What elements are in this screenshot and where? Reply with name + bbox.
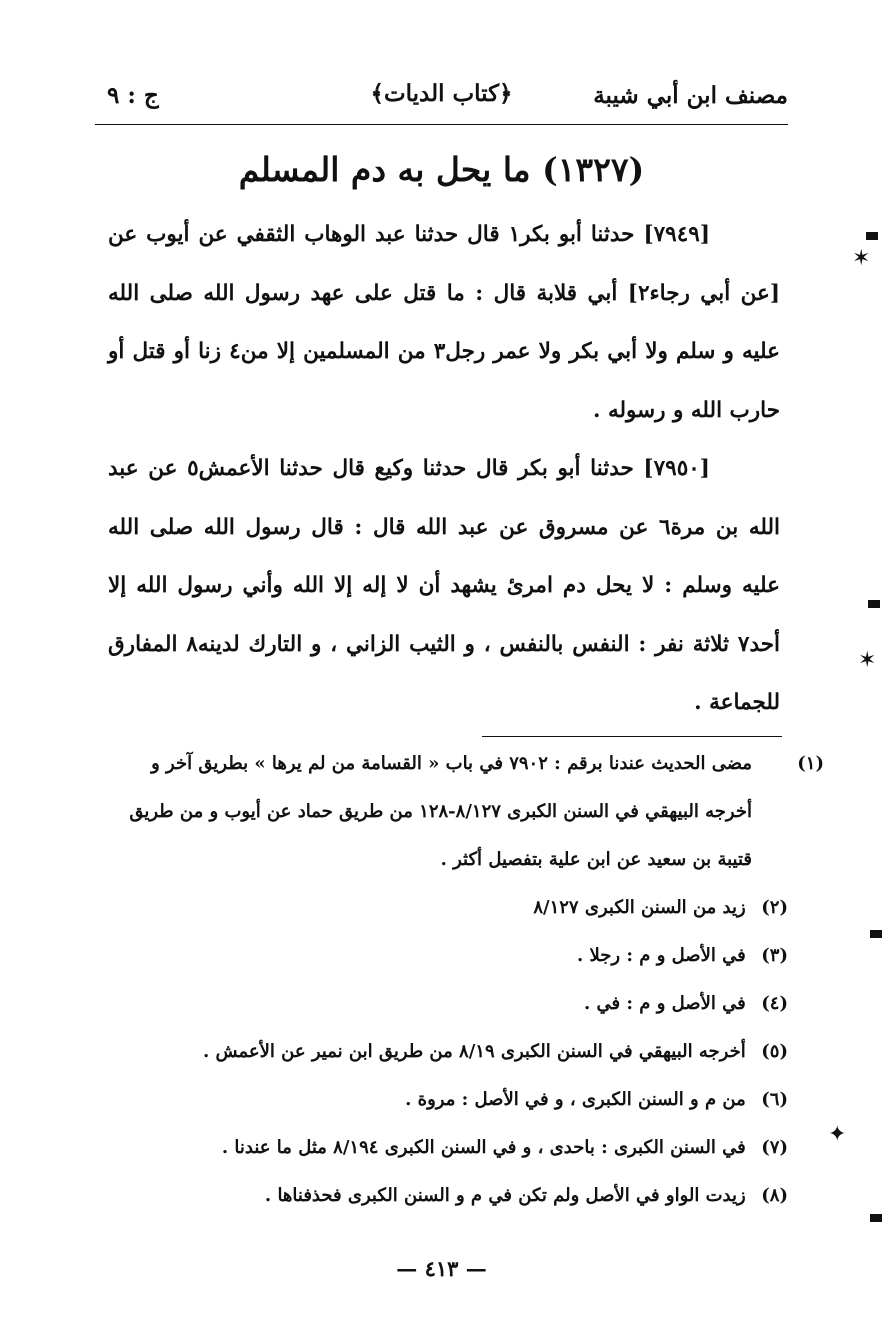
footnote-item [108, 932, 788, 980]
hadith-paragraph: [٧٩٤٩] حدثنا أبو بكر١ قال حدثنا عبد الوهاب الثقفي عن أيوب عن [عن أبي رجاء٢] أبي قلابة قال : ما قتل على عهد رسول الله صلى الله عليه و سلم ولا أبي بكر ولا عمر رجل٣ من المسلمين إلا من٤ زنا أو قتل أو حارب الله و رسوله . [108, 222, 780, 423]
footnote-separator [482, 736, 782, 737]
footnote-item [108, 980, 788, 1028]
margin-mark [866, 232, 878, 240]
footnote-text: من م و السنن الكبرى ، و في الأصل : مروة . [405, 1089, 746, 1110]
volume-number: ج : ٩ [107, 82, 159, 109]
footnote-number: (١) [797, 753, 824, 774]
footnote-text: زيد من السنن الكبرى ٨/١٢٧ [533, 897, 746, 918]
footnote-item [108, 740, 824, 884]
book-title: مصنف ابن أبي شيبة [593, 82, 788, 109]
footnote-number: (٨) [761, 1185, 788, 1206]
footnote-number: (٣) [761, 945, 788, 966]
margin-mark [868, 600, 880, 608]
margin-mark [870, 930, 882, 938]
footnote-number: (٢) [761, 897, 788, 918]
footnote-item [108, 1076, 788, 1124]
footnote-text: في الأصل و م : في . [583, 993, 746, 1014]
footnote-text: أخرجه البيهقي في السنن الكبرى ٨/١٩ من طريق ابن نمير عن الأعمش . [202, 1041, 746, 1062]
footnotes [108, 740, 824, 1220]
footnote-item [108, 884, 788, 932]
header-rule [95, 124, 788, 125]
footnote-number: (٥) [761, 1041, 788, 1062]
footnote-number: (٧) [761, 1137, 788, 1158]
chapter-title: (١٣٢٧) ما يحل به دم المسلم [238, 150, 645, 189]
footnote-number: (٦) [761, 1089, 788, 1110]
footnote-text: في السنن الكبرى : باحدى ، و في السنن الكبرى ٨/١٩٤ مثل ما عندنا . [221, 1137, 746, 1158]
footnote-item [108, 1028, 788, 1076]
page-number: — ٤١٣ — [396, 1256, 487, 1281]
section-title: ﴿كتاب الديات﴾ [370, 80, 513, 107]
footnote-item [108, 1172, 788, 1220]
footnote-text: في الأصل و م : رجلا . [577, 945, 746, 966]
footnote-number: (٤) [761, 993, 788, 1014]
star-mark-icon: ✶ [858, 648, 877, 673]
footnote-item [108, 1124, 788, 1172]
margin-mark [870, 1214, 882, 1222]
star-mark-icon: ✦ [828, 1122, 847, 1147]
page-header [95, 72, 788, 120]
footnote-text: مضى الحديث عندنا برقم : ٧٩٠٢ في باب « القسامة من لم يرها » بطريق آخر و أخرجه البيهقي في السنن الكبرى ٨/١٢٧-١٢٨ من طريق حماد عن أيوب و من طريق قتيبة بن سعيد عن ابن علية بتفصيل أكثر . [129, 753, 752, 870]
hadith-paragraph: [٧٩٥٠] حدثنا أبو بكر قال حدثنا وكيع قال حدثنا الأعمش٥ عن عبد الله بن مرة٦ عن مسروق عن عبد الله قال : قال رسول الله صلى الله عليه وسلم : لا يحل دم امرئ يشهد أن لا إله إلا الله وأني رسول الله إلا أحد٧ ثلاثة نفر : النفس بالنفس ، و الثيب الزاني ، و التارك لدينه٨ المفارق للجماعة . [108, 456, 780, 715]
main-text [108, 206, 780, 733]
footnote-text: زيدت الواو في الأصل ولم تكن في م و السنن الكبرى فحذفناها . [264, 1185, 746, 1206]
star-mark-icon: ✶ [852, 246, 871, 271]
